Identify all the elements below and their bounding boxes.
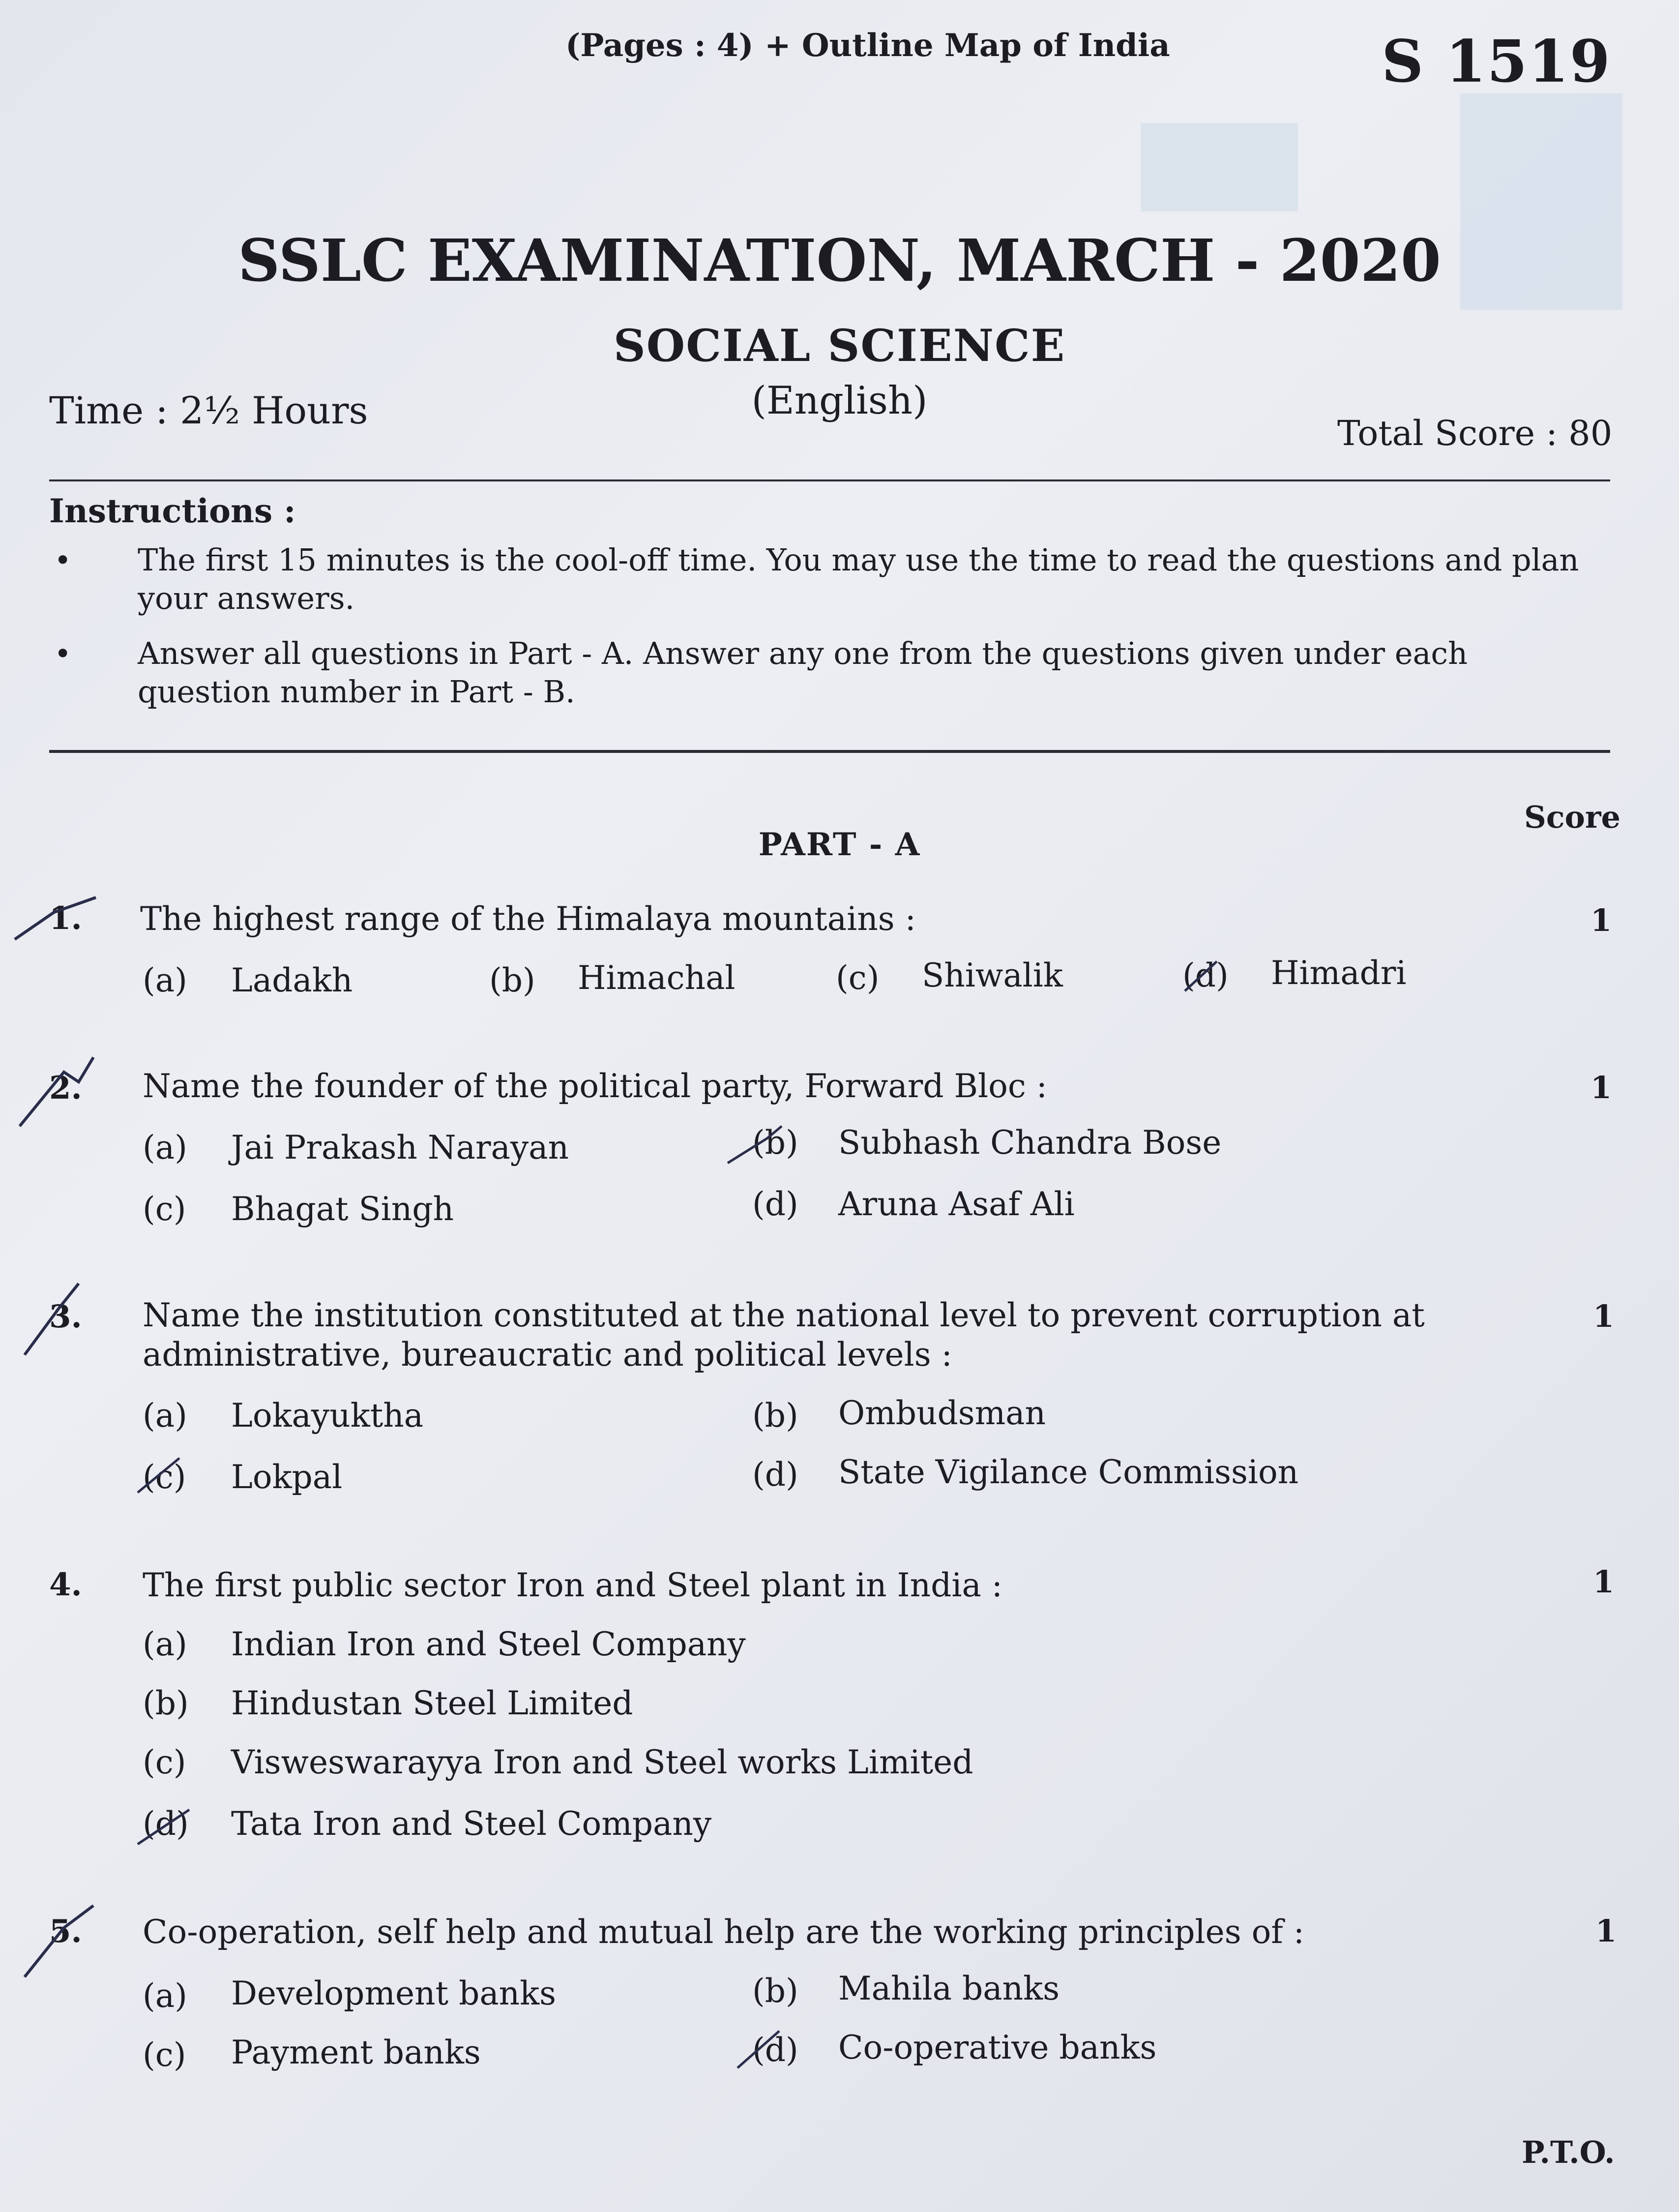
option-label: (b)	[143, 1684, 189, 1722]
instruction-item: Answer all questions in Part - A. Answer any one from the questions given under each question number in Part - B.	[138, 635, 1468, 710]
bullet: •	[54, 637, 72, 671]
pages-note: (Pages : 4) + Outline Map of India	[565, 27, 1170, 64]
pen-tick-mark	[723, 1121, 787, 1170]
option-text: Development banks	[231, 1974, 557, 2012]
option-label: (c)	[143, 1190, 186, 1228]
please-turn-over: P.T.O.	[1522, 2134, 1615, 2170]
paper-code: S 1519	[1382, 27, 1611, 95]
divider	[49, 479, 1610, 481]
option-label: (b)	[752, 1124, 798, 1162]
question-number: 5.	[49, 1913, 82, 1950]
question-score: 1	[1591, 1070, 1612, 1106]
option-label: (d)	[143, 1805, 189, 1843]
option-text: Bhagat Singh	[231, 1190, 454, 1228]
question-score: 1	[1591, 902, 1612, 938]
option-label: (a)	[143, 1977, 187, 2015]
pen-tick-mark	[733, 2026, 787, 2075]
bullet: •	[54, 543, 72, 578]
option-label: (d)	[752, 1185, 798, 1223]
option-text: Ombudsman	[838, 1394, 1046, 1432]
language-label: (English)	[751, 379, 928, 423]
pen-tick-mark	[10, 893, 108, 947]
option-text: Co-operative banks	[838, 2029, 1157, 2066]
question-text: Name the institution constituted at the national level to prevent corruption at administrative, bureaucratic and political levels :	[143, 1296, 1425, 1374]
option-label: (b)	[752, 1397, 798, 1435]
question-number: 4.	[49, 1566, 82, 1603]
pen-tick-mark	[15, 1052, 103, 1136]
part-title: PART - A	[758, 826, 921, 863]
option-label: (a)	[143, 1625, 187, 1663]
option-label: (a)	[143, 1129, 187, 1166]
option-label: (c)	[143, 1743, 186, 1781]
option-text: Payment banks	[231, 2033, 481, 2071]
pen-tick-mark	[133, 1453, 187, 1497]
pen-tick-mark	[20, 1279, 98, 1362]
subject-title: SOCIAL SCIENCE	[613, 320, 1066, 372]
option-text: Lokpal	[231, 1458, 343, 1496]
question-number: 2.	[49, 1070, 82, 1106]
option-label: (a)	[143, 961, 187, 999]
divider	[49, 750, 1610, 753]
option-text: Mahila banks	[838, 1970, 1060, 2007]
option-text: Lokayuktha	[231, 1397, 424, 1435]
option-text: Tata Iron and Steel Company	[231, 1805, 712, 1843]
tape-mark	[1141, 123, 1298, 211]
option-text: Subhash Chandra Bose	[838, 1124, 1222, 1162]
option-text: Visweswarayya Iron and Steel works Limited	[231, 1743, 973, 1781]
question-number: 1.	[49, 900, 82, 937]
exam-title: SSLC EXAMINATION, MARCH - 2020	[238, 226, 1441, 295]
option-label: (c)	[143, 2036, 186, 2074]
option-text: Shiwalik	[922, 957, 1063, 994]
question-text: Name the founder of the political party, Forward Bloc :	[143, 1067, 1048, 1105]
option-text: Hindustan Steel Limited	[231, 1684, 633, 1722]
option-label: (d)	[752, 2031, 798, 2069]
time-allowed: Time : 2½ Hours	[49, 389, 368, 432]
option-text: Jai Prakash Narayan	[231, 1129, 569, 1166]
option-label: (c)	[143, 1458, 186, 1496]
question-number: 3.	[49, 1298, 82, 1335]
option-text: Himachal	[578, 959, 736, 997]
option-label: (b)	[489, 961, 535, 999]
option-label: (a)	[143, 1397, 187, 1435]
question-score: 1	[1595, 1913, 1617, 1949]
option-text: Indian Iron and Steel Company	[231, 1625, 746, 1663]
option-text: State Vigilance Commission	[838, 1453, 1299, 1491]
pen-tick-mark	[1180, 957, 1224, 996]
option-label: (b)	[752, 1972, 798, 2010]
option-label: (c)	[836, 959, 880, 997]
instructions-heading: Instructions :	[49, 492, 296, 530]
option-label: (d)	[1182, 957, 1229, 994]
pen-tick-mark	[133, 1802, 197, 1852]
option-text: Ladakh	[231, 961, 353, 999]
option-text: Aruna Asaf Ali	[838, 1185, 1075, 1223]
option-label: (d)	[752, 1456, 798, 1494]
instruction-item: The first 15 minutes is the cool-off time. You may use the time to read the questions and plan your answers.	[138, 542, 1579, 616]
question-text: Co-operation, self help and mutual help are the working principles of :	[143, 1913, 1304, 1951]
pen-tick-mark	[20, 1898, 108, 1982]
question-score: 1	[1593, 1298, 1615, 1334]
question-text: The highest range of the Himalaya mountains :	[140, 900, 916, 938]
score-column-heading: Score	[1524, 799, 1620, 835]
question-text: The first public sector Iron and Steel plant in India :	[143, 1566, 1003, 1604]
question-score: 1	[1593, 1564, 1615, 1600]
total-score: Total Score : 80	[1337, 413, 1613, 453]
option-text: Himadri	[1271, 954, 1407, 992]
